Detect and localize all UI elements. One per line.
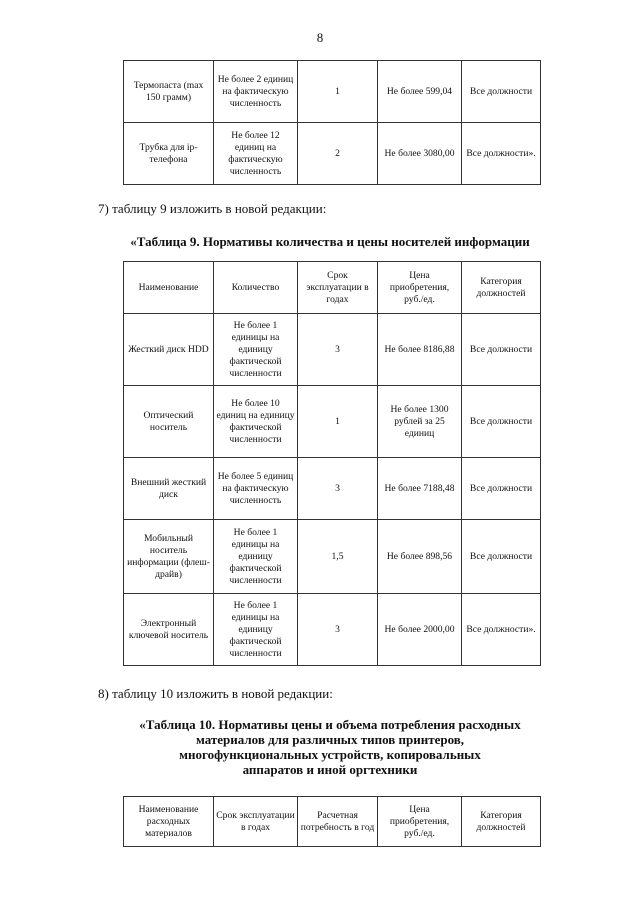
header-cell: Наименование расходных материалов — [124, 797, 214, 847]
cell: Не более 1 единицы на единицу фактической численности — [214, 520, 298, 594]
cell: Не более 2 единиц на фактическую численность — [214, 61, 298, 123]
cell: Не более 7188,48 — [378, 458, 462, 520]
cell: 3 — [298, 314, 378, 386]
table-10-caption — [100, 717, 560, 777]
table-row — [124, 458, 541, 520]
cell: 1,5 — [298, 520, 378, 594]
cell: Оптический носитель — [124, 386, 214, 458]
cell: Не более 10 единиц на единицу фактической численности — [214, 386, 298, 458]
cell: Не более 599,04 — [378, 61, 462, 123]
paragraph-8: 8) таблицу 10 изложить в новой редакции: — [98, 686, 333, 701]
cell: Не более 8186,88 — [378, 314, 462, 386]
cell: Не более 1 единицы на единицу фактической численности — [214, 594, 298, 666]
cell: 3 — [298, 594, 378, 666]
cell: Все должности — [462, 520, 541, 594]
header-cell: Категория должностей — [462, 262, 541, 314]
table-row — [124, 61, 541, 123]
table-header-row — [124, 797, 541, 847]
table-row — [124, 520, 541, 594]
cell: Не более 898,56 — [378, 520, 462, 594]
cell: Мобильный носитель информации (флеш-драйв) — [124, 520, 214, 594]
table-9-caption: «Таблица 9. Нормативы количества и цены носителей информации — [130, 234, 530, 249]
cell: 1 — [298, 386, 378, 458]
cell: Термопаста (max 150 грамм) — [124, 61, 214, 123]
table-row — [124, 123, 541, 185]
table-header-row — [124, 262, 541, 314]
cell: Не более 5 единиц на фактическую численность — [214, 458, 298, 520]
cell: Внешний жесткий диск — [124, 458, 214, 520]
caption-line: «Таблица 10. Нормативы цены и объема потребления расходных — [139, 717, 521, 732]
cell: Все должности — [462, 386, 541, 458]
caption-line: аппаратов и иной оргтехники — [242, 762, 418, 777]
caption-line: многофункциональных устройств, копировальных — [179, 747, 481, 762]
cell: Все должности — [462, 314, 541, 386]
cell: 2 — [298, 123, 378, 185]
header-cell: Срок эксплуатации в годах — [214, 797, 298, 847]
caption-line: материалов для различных типов принтеров, — [195, 732, 465, 747]
cell: Все должности». — [462, 594, 541, 666]
cell: Электронный ключевой носитель — [124, 594, 214, 666]
cell: Все должности». — [462, 123, 541, 185]
table-row — [124, 594, 541, 666]
header-cell: Цена приобретения, руб./ед. — [378, 797, 462, 847]
cell: Не более 1 единицы на единицу фактической численности — [214, 314, 298, 386]
table-row — [124, 314, 541, 386]
header-cell: Расчетная потребность в год — [298, 797, 378, 847]
cell: 1 — [298, 61, 378, 123]
header-cell: Цена приобретения, руб./ед. — [378, 262, 462, 314]
header-cell: Количество — [214, 262, 298, 314]
cell: Не более 3080,00 — [378, 123, 462, 185]
header-cell: Категория должностей — [462, 797, 541, 847]
table-10 — [123, 796, 541, 847]
cell: Трубка для ip-телефона — [124, 123, 214, 185]
cell: Не более 12 единиц на фактическую численность — [214, 123, 298, 185]
header-cell: Наименование — [124, 262, 214, 314]
cell: Все должности — [462, 61, 541, 123]
cell: Жесткий диск HDD — [124, 314, 214, 386]
cell: Не более 1300 рублей за 25 единиц — [378, 386, 462, 458]
cell: Все должности — [462, 458, 541, 520]
table-9 — [123, 261, 541, 666]
table-row — [124, 386, 541, 458]
header-cell: Срок эксплуатации в годах — [298, 262, 378, 314]
cell: 3 — [298, 458, 378, 520]
paragraph-7: 7) таблицу 9 изложить в новой редакции: — [98, 201, 327, 216]
table-8-continuation — [123, 60, 541, 185]
page-number: 8 — [316, 30, 324, 45]
cell: Не более 2000,00 — [378, 594, 462, 666]
